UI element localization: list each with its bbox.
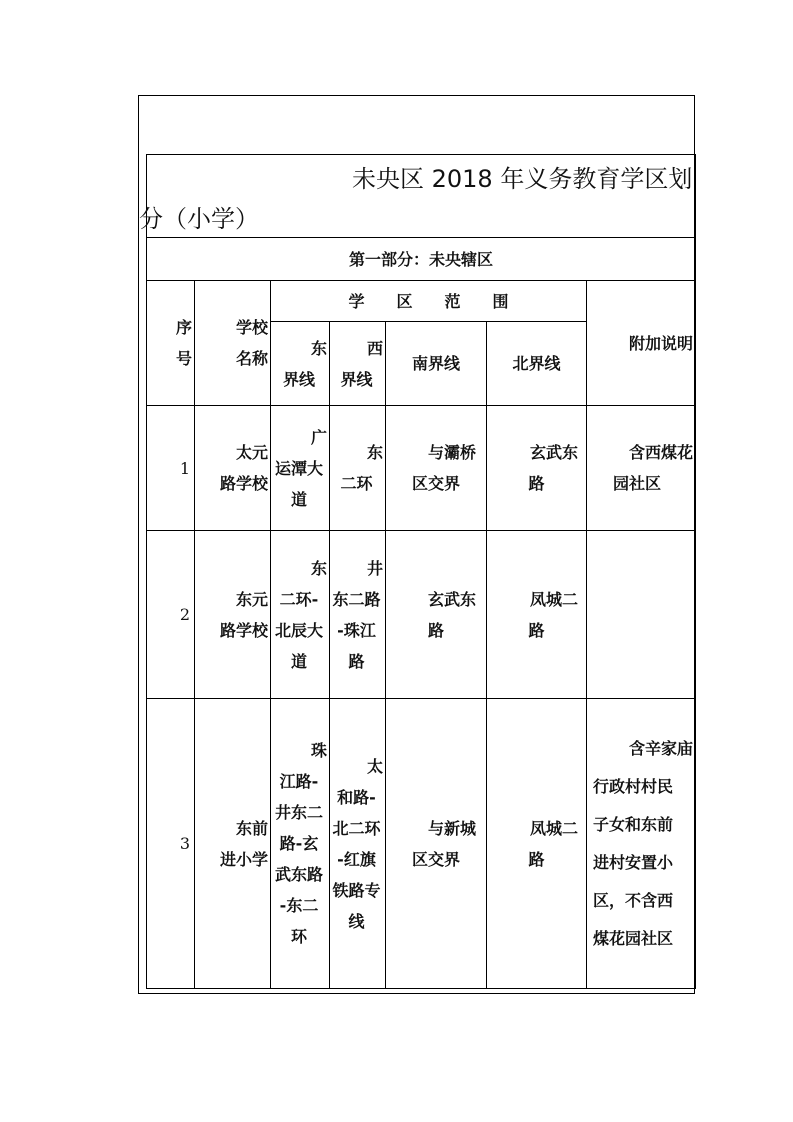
title-line-2: 分（小学） (139, 205, 259, 233)
row-south (386, 531, 487, 699)
header-south: 南界线 (386, 322, 487, 406)
row-north (487, 699, 587, 989)
row-east-line: 珠 (310, 741, 327, 760)
row-north-line: 凤城二 (529, 589, 578, 609)
row-west-line: 路 (348, 651, 365, 671)
header-range-char4: 围 (492, 291, 509, 311)
table-row (147, 531, 696, 699)
row-west-line: 东 (366, 443, 383, 462)
row-note (587, 699, 696, 989)
title-line-1: 未央区 2018 年义务教育学区划 (352, 165, 693, 193)
row-east-line: 道 (290, 651, 307, 671)
header-school-line2: 名称 (235, 349, 268, 368)
row-note-line: 区，不含西 (593, 890, 674, 910)
row-note-line: 含西煤花 (629, 443, 694, 462)
row-east-line: 井东二 (274, 803, 323, 822)
row-note-line: 园社区 (613, 474, 662, 493)
row-west (330, 699, 386, 989)
row-note-line: 进村安置小 (593, 852, 674, 872)
row-school-line: 路学校 (219, 474, 268, 493)
header-north: 北界线 (487, 322, 587, 406)
row-school (195, 406, 271, 531)
part-heading: 第一部分：未央辖区 (147, 238, 696, 281)
row-south-line: 区交界 (411, 474, 460, 493)
row-school-line: 路学校 (219, 620, 268, 640)
row-note-line: 行政村村民 (593, 776, 674, 796)
row-east-line: 二环- (279, 589, 319, 609)
row-north-line: 路 (528, 849, 545, 869)
row-east-line: 运潭大 (274, 458, 323, 478)
row-south-line: 区交界 (411, 849, 460, 869)
row-school-line: 东前 (235, 818, 268, 838)
table-row (147, 699, 696, 989)
row-west-line: -珠江 (337, 620, 376, 640)
header-school (195, 281, 271, 406)
row-south-line: 与新城 (427, 818, 476, 838)
row-east-line: -东二 (279, 896, 319, 915)
row-west-line: -红旗 (337, 849, 376, 869)
row-south (386, 406, 487, 531)
header-east-line2: 界线 (282, 369, 315, 389)
row-west-line: 和路- (337, 787, 376, 807)
row-east-line: 环 (290, 927, 307, 946)
row-school-line: 东元 (235, 589, 268, 609)
header-school-line1: 学校 (235, 318, 268, 337)
header-range-char3: 范 (444, 291, 461, 311)
row-school (195, 531, 271, 699)
row-north (487, 406, 587, 531)
row-west-line: 太 (366, 756, 383, 776)
row-east (271, 699, 330, 989)
row-east-line: 武东路 (274, 865, 323, 884)
row-west-line: 东二路 (332, 589, 381, 609)
header-note: 附加说明 (587, 281, 696, 406)
row-east-line: 广 (310, 427, 327, 447)
row-east-line: 路-玄 (279, 834, 319, 853)
row-east (271, 406, 330, 531)
row-note-line: 煤花园社区 (593, 928, 674, 948)
row-north-line: 凤城二 (529, 818, 578, 838)
row-east-line: 江路- (279, 772, 319, 791)
header-east-line1: 东 (310, 338, 327, 358)
header-west-line2: 界线 (340, 369, 373, 389)
header-seq (147, 281, 195, 406)
row-west (330, 406, 386, 531)
row-note-line: 子女和东前 (593, 814, 674, 834)
header-seq-line1: 序 (175, 318, 192, 337)
row-south-line: 路 (427, 620, 444, 640)
row-west (330, 531, 386, 699)
row-school-line: 太元 (235, 443, 268, 462)
row-east-line: 道 (290, 489, 307, 509)
row-note (587, 531, 696, 699)
header-seq-line2: 号 (175, 349, 192, 368)
row-south-line: 与灞桥 (427, 443, 476, 462)
row-school-line: 进小学 (219, 849, 268, 869)
table-row (147, 406, 696, 531)
row-north-line: 路 (528, 474, 545, 493)
row-west-line: 北二环 (332, 818, 381, 838)
row-south (386, 699, 487, 989)
header-range-char2: 区 (396, 291, 413, 311)
header-range (271, 281, 587, 322)
row-north-line: 玄武东 (529, 443, 578, 462)
row-east-line: 东 (310, 558, 327, 578)
school-district-table (139, 154, 696, 989)
header-east (271, 322, 330, 406)
document-title (139, 155, 696, 238)
row-note-line: 含辛家庙 (629, 738, 694, 758)
header-west (330, 322, 386, 406)
row-school (195, 699, 271, 989)
row-west-line: 线 (348, 911, 365, 931)
row-west-line: 二环 (340, 474, 373, 493)
row-south-line: 玄武东 (427, 589, 476, 609)
row-seq: 3 (147, 699, 195, 989)
header-range-char1: 学 (348, 291, 365, 311)
row-north (487, 531, 587, 699)
row-west-line: 井 (366, 558, 383, 578)
header-west-line1: 西 (366, 338, 383, 358)
row-note (587, 406, 696, 531)
row-east-line: 北辰大 (274, 620, 323, 640)
row-west-line: 铁路专 (332, 880, 381, 900)
row-east (271, 531, 330, 699)
row-seq: 2 (147, 531, 195, 699)
row-north-line: 路 (528, 620, 545, 640)
row-seq: 1 (147, 406, 195, 531)
